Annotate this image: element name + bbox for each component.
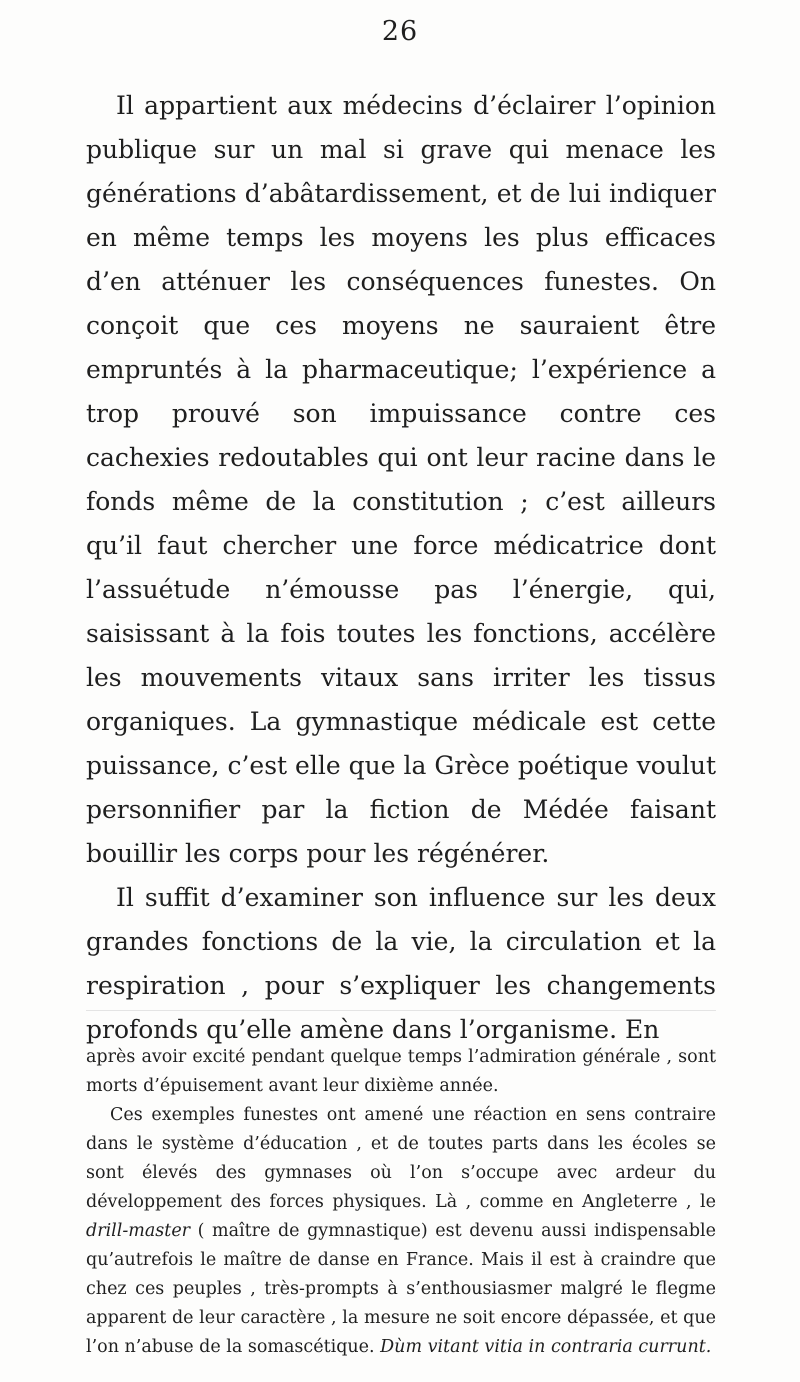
main-text <box>86 84 716 1052</box>
footnote-text: Ces exemples funestes ont amené une réaction en sens contraire dans le système d’éducation , et de toutes parts dans les écoles se sont élevés des gymnases où l’on s’occupe avec ardeur du développement des forces physiques. Là , comme en Angleterre , le <box>86 1105 716 1212</box>
footnote <box>86 1043 716 1362</box>
latin-quote: Dùm vitant vitia in contraria currunt. <box>380 1337 712 1357</box>
paragraph: Il appartient aux médecins d’éclairer l’opinion publique sur un mal si grave qui menace les générations d’abâtardissement, et de lui indiquer en même temps les moyens les plus efficaces d’en atténuer les conséquences funestes. On conçoit que ces moyens ne sauraient être empruntés à la pharmaceutique; l’expérience a trop prouvé son impuissance contre ces cachexies redoutables qui ont leur racine dans le fonds même de la constitution ; c’est ailleurs qu’il faut chercher une force médicatrice dont l’assuétude n’émousse pas l’énergie, qui, saisissant à la fois toutes les fonctions, accélère les mouvements vitaux sans irriter les tissus organiques. La gymnastique médicale est cette puissance, c’est elle que la Grèce poétique voulut personnifier par la fiction de Médée faisant bouillir les corps pour les régénérer. <box>86 91 716 868</box>
footnote-paragraph <box>86 1101 716 1362</box>
footnote-text: ( maître de gymnastique) est devenu aussi indispensable qu’autrefois le maître de danse en France. Mais il est à craindre que chez ces peuples , très-prompts à s’enthousiasmer malgré le flegme apparent de leur caractère , la mesure ne soit encore dépassée, et que l’on n’abuse de la somascétique. <box>86 1221 716 1357</box>
drill-master-term: drill-master <box>86 1221 191 1241</box>
footnote-continuation: après avoir excité pendant quelque temps l’admiration générale , sont morts d’épuisement avant leur dixième année. <box>86 1047 716 1096</box>
footnote-divider <box>86 1010 716 1011</box>
page-number: 26 <box>381 16 419 47</box>
paragraph: Il suffit d’examiner son influence sur les deux grandes fonctions de la vie, la circulation et la respiration , pour s’expliquer les changements profonds qu’elle amène dans l’organisme. En <box>86 883 716 1044</box>
